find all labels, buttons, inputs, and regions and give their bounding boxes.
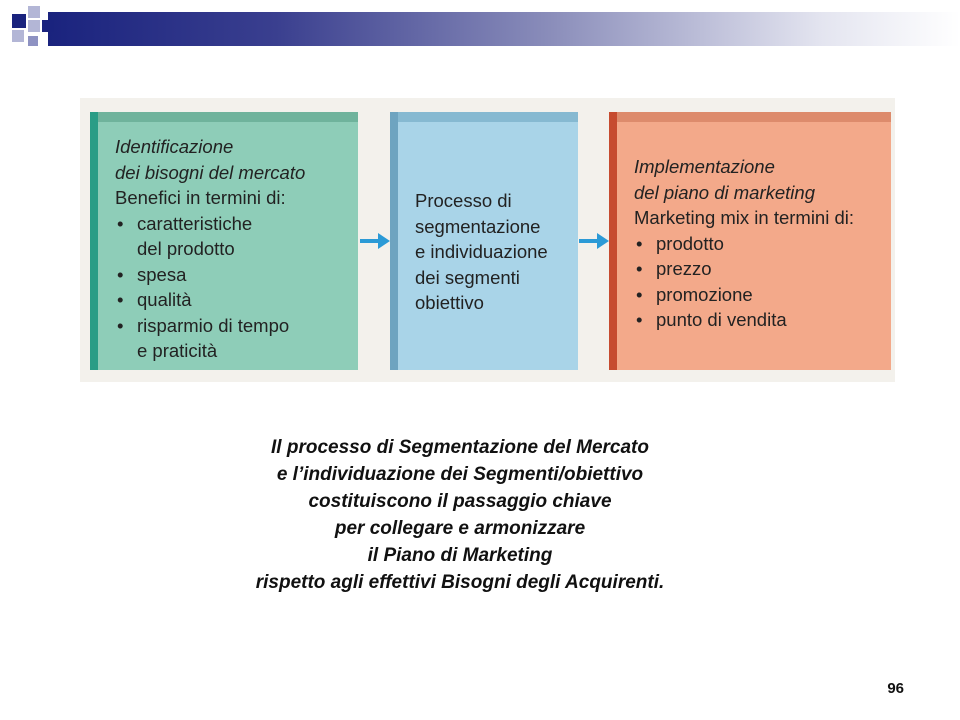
list-item: • prodotto — [634, 231, 883, 257]
box3-list — [634, 231, 883, 333]
arrow-right-icon — [579, 231, 609, 251]
box2-line: e individuazione — [415, 241, 548, 262]
caption-line: per collegare e armonizzare — [334, 518, 586, 539]
decorative-square — [28, 36, 38, 46]
box1-list — [115, 211, 350, 364]
caption-line: Il processo di Segmentazione del Mercato — [271, 437, 649, 458]
box1-title-line: Identificazione — [115, 136, 234, 157]
box-market-needs — [90, 112, 358, 370]
slide-caption — [140, 434, 780, 596]
box2-line: segmentazione — [415, 215, 541, 237]
box-marketing-plan — [609, 112, 891, 370]
segmentation-diagram — [80, 98, 895, 382]
list-item: • qualità — [115, 287, 350, 313]
caption-line: il Piano di Marketing — [367, 545, 553, 566]
list-item: • risparmio di tempo e praticità — [115, 313, 350, 364]
decorative-square — [12, 30, 24, 42]
decorative-square — [28, 20, 40, 32]
list-item: • spesa — [115, 262, 350, 288]
page-number: 96 — [887, 680, 904, 697]
box1-subtitle: Benefici in termini di: — [115, 187, 286, 208]
list-item: • punto di vendita — [634, 307, 883, 333]
box2-line: Processo di — [415, 190, 512, 211]
box2-line: dei segmenti — [415, 266, 520, 288]
header-gradient-band — [48, 12, 960, 46]
caption-line: rispetto agli effettivi Bisogni degli Acquirenti. — [255, 572, 665, 593]
box3-title-line: Implementazione — [634, 156, 775, 177]
decorative-square — [28, 6, 40, 18]
list-item: • promozione — [634, 282, 883, 308]
box2-line: obiettivo — [415, 292, 484, 313]
box1-title-line: dei bisogni del mercato — [115, 161, 306, 183]
caption-line: e l’individuazione dei Segmenti/obiettivo — [276, 464, 644, 485]
box3-subtitle: Marketing mix in termini di: — [634, 207, 855, 228]
decorative-square — [12, 14, 26, 28]
caption-line: costituiscono il passaggio chiave — [308, 491, 612, 512]
box-segmentation-process — [390, 112, 578, 370]
arrow-right-icon — [360, 231, 390, 251]
box3-title-line: del piano di marketing — [634, 181, 815, 203]
decorative-square — [42, 20, 54, 32]
list-item: • caratteristiche del prodotto — [115, 211, 350, 262]
list-item: • prezzo — [634, 256, 883, 282]
